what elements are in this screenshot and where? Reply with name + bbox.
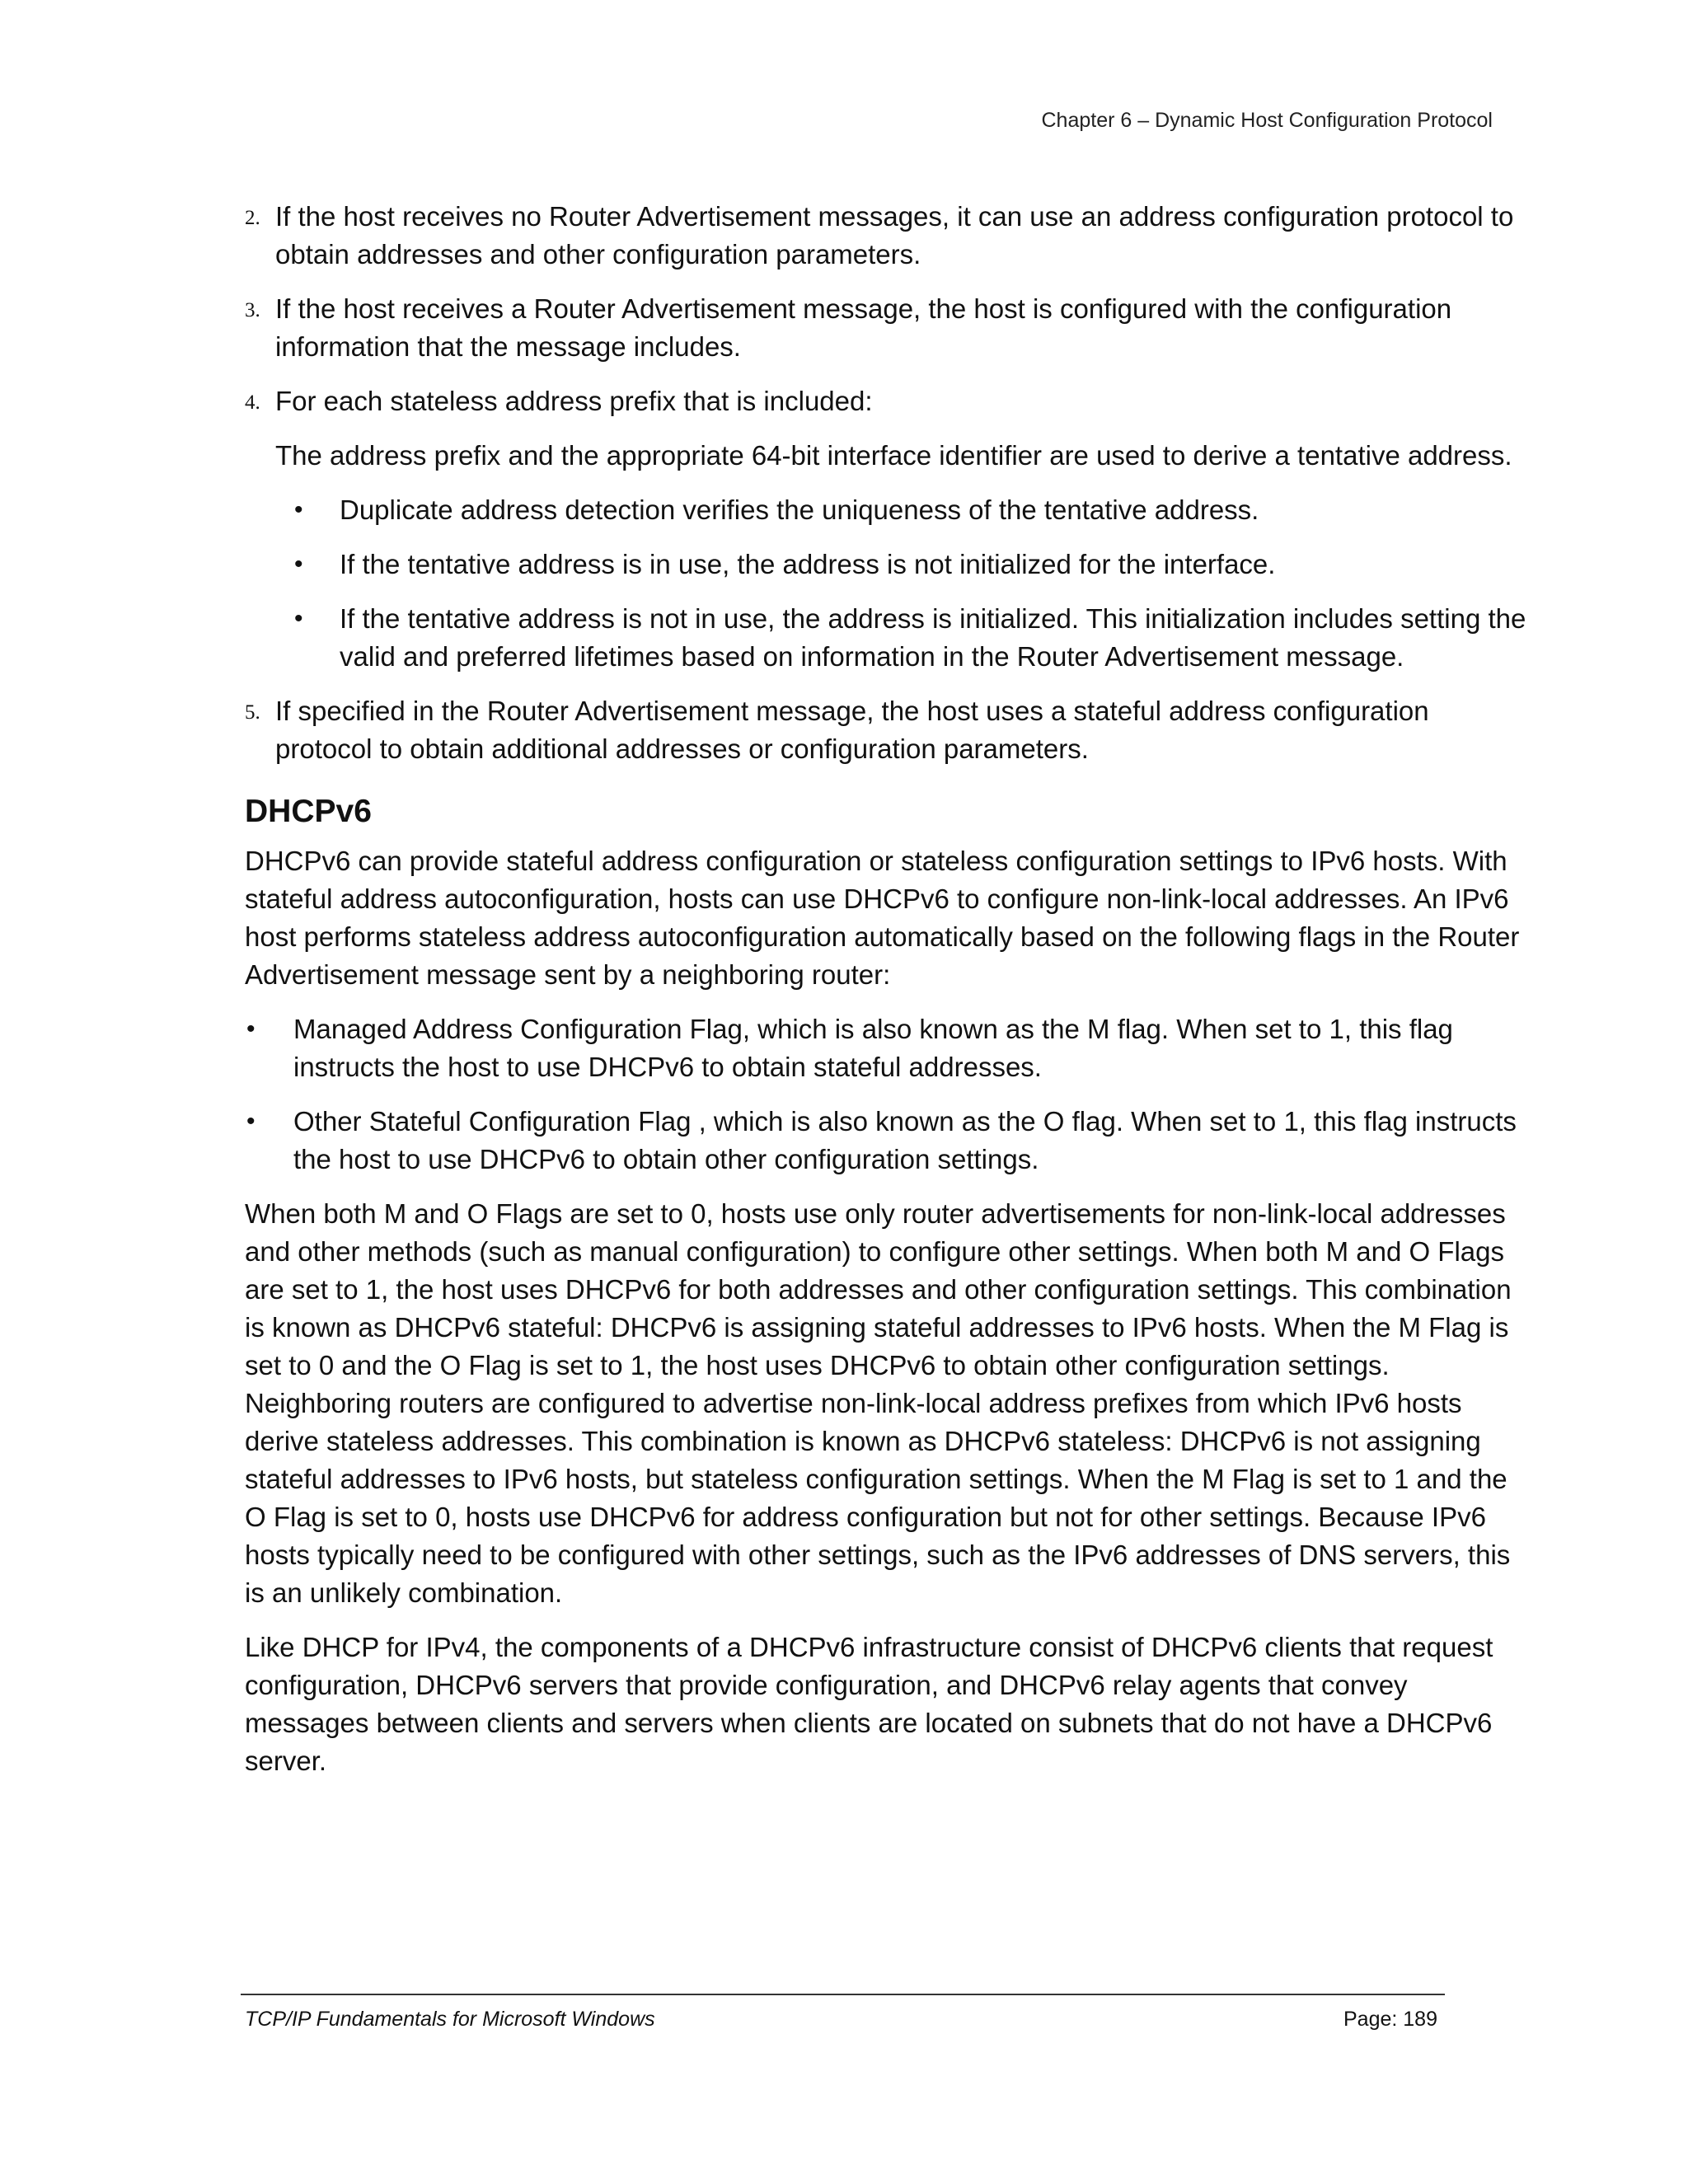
step-number: 3. [245,299,260,321]
page-content [245,198,1531,1797]
bullet-text: Duplicate address detection verifies the uniqueness of the tentative address. [340,494,1259,525]
list-item [245,546,1531,583]
bullet-icon: • [246,1015,256,1043]
step-text: If the host receives a Router Advertisement message, the host is configured with the configuration information that the message includes. [275,293,1452,362]
bullet-icon: • [294,551,303,578]
step-text: If the host receives no Router Advertisement messages, it can use an address configuration protocol to obtain addresses and other configuration parameters. [275,201,1514,269]
footer-book-title: TCP/IP Fundamentals for Microsoft Windows [245,2008,655,2031]
section-intro-paragraph: DHCPv6 can provide stateful address configuration or stateless configuration settings to IPv6 hosts. With stateful address autoconfiguration, hosts can use DHCPv6 to configure non-link-local addresses. An IPv6 host performs stateless address autoconfiguration automatically based on the following flags in the Router Advertisement message sent by a neighboring router: [245,846,1520,990]
bullet-text: If the tentative address is in use, the address is not initialized for the interface. [340,549,1276,579]
list-item [245,600,1531,676]
bullet-text: Other Stateful Configuration Flag , which is also known as the O flag. When set to 1, this flag instructs the host to use DHCPv6 to obtain other configuration settings. [293,1106,1517,1174]
list-item-step-4 [245,382,1531,420]
step-4-bullet-list [245,491,1531,676]
footer-divider [241,1994,1445,1995]
flags-combination-paragraph: When both M and O Flags are set to 0, hosts use only router advertisements for non-link-local addresses and other methods (such as manual configuration) to configure other settings. When both M and O Flags are set to 1, the host uses DHCPv6 for both addresses and other configuration settings. This combination is known as DHCPv6 stateful: DHCPv6 is assigning stateful addresses to IPv6 hosts. When the M Flag is set to 0 and the O Flag is set to 1, the host uses DHCPv6 to obtain other configuration settings. Neighboring routers are configured to advertise non-link-local address prefixes from which IPv6 hosts derive stateless addresses. This combination is known as DHCPv6 stateless: DHCPv6 is not assigning stateful addresses to IPv6 hosts, but stateless configuration settings. When the M Flag is set to 1 and the O Flag is set to 0, hosts use DHCPv6 for address configuration but not for other settings. Because IPv6 hosts typically need to be configured with other settings, such as the IPv6 addresses of DNS servers, this is an unlikely combination. [245,1198,1512,1608]
bullet-icon: • [246,1108,256,1135]
list-item [245,1010,1531,1086]
bullet-text: Managed Address Configuration Flag, which is also known as the M flag. When set to 1, this flag instructs the host to use DHCPv6 to obtain stateful addresses. [293,1014,1453,1082]
step-number: 2. [245,207,260,229]
flags-bullet-list [245,1010,1531,1179]
list-item [245,491,1531,529]
bullet-text: If the tentative address is not in use, the address is initialized. This initialization includes setting the valid and preferred lifetimes based on information in the Router Advertisement message. [340,603,1526,672]
footer-page-number: Page: 189 [1343,2008,1437,2031]
step-number: 4. [245,391,260,414]
bullet-icon: • [294,605,303,632]
list-item [245,1103,1531,1179]
step-text: If specified in the Router Advertisement message, the host uses a stateful address configuration protocol to obtain additional addresses or configuration parameters. [275,696,1429,764]
step-number: 5. [245,701,260,724]
list-item-step-2 [245,198,1531,274]
section-heading: DHCPv6 [245,794,372,829]
bullet-icon: • [294,496,303,523]
list-item-step-5 [245,692,1531,768]
infrastructure-paragraph: Like DHCP for IPv4, the components of a DHCPv6 infrastructure consist of DHCPv6 clients that request configuration, DHCPv6 servers that provide configuration, and DHCPv6 relay agents that convey messages between clients and servers when clients are located on subnets that do not have a DHCPv6 server. [245,1632,1493,1776]
list-item-step-3 [245,290,1531,366]
step-text: For each stateless address prefix that is included: [275,386,873,416]
step-4-paragraph: The address prefix and the appropriate 64-bit interface identifier are used to derive a tentative address. [275,440,1512,471]
running-header: Chapter 6 – Dynamic Host Configuration Protocol [1041,109,1493,132]
